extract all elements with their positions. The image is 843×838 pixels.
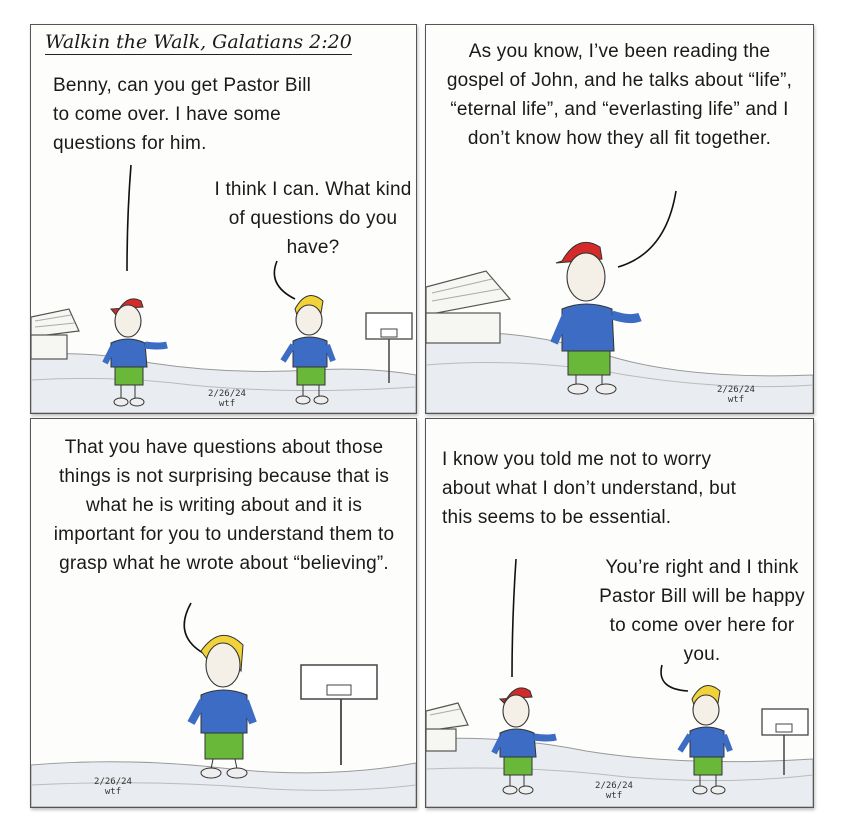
speech-benny-1: Benny, can you get Pastor Bill to come over. I have some questions for him. (53, 75, 312, 154)
signature-initials: wtf (605, 791, 623, 801)
speech-friend-4: You’re right and I think Pastor Bill will be happy to come over here for you. (599, 557, 805, 665)
comic-panel-3 (30, 418, 417, 808)
speech-friend-1: I think I can. What kind of questions do you have? (214, 179, 412, 258)
signature (716, 385, 756, 405)
signature-initials: wtf (104, 787, 122, 797)
signature-initials: wtf (218, 399, 236, 409)
signature-initials: wtf (727, 395, 745, 405)
signature-date: 2/26/24 (94, 777, 132, 787)
basketball-hoop-icon (301, 665, 377, 765)
friend-character (191, 635, 253, 778)
signature (594, 781, 634, 801)
signature-date: 2/26/24 (208, 389, 246, 399)
shed-icon (426, 271, 510, 343)
speech-tail (512, 559, 516, 677)
speech-tail (184, 603, 203, 653)
signature (93, 777, 133, 797)
comic-title: Walkin the Walk, Galatians 2:20 (45, 31, 352, 53)
comic-panel-2 (425, 24, 814, 414)
comic-panel-4 (425, 418, 814, 808)
speech-benny-4: I know you told me not to worry about what I don’t understand, but this seems to be essential. (442, 449, 737, 528)
signature-date: 2/26/24 (595, 781, 633, 791)
speech-tail (618, 191, 676, 267)
signature (207, 389, 247, 409)
speech-tail (127, 165, 131, 271)
comic-panel-1 (30, 24, 417, 414)
speech-tail (274, 261, 295, 299)
signature-date: 2/26/24 (717, 385, 755, 395)
speech-benny-2: As you know, I’ve been reading the gospel of John, and he talks about “life”, “eternal life”, and “everlasting life” and I don’t know how they all fit together. (446, 41, 793, 149)
speech-friend-3: That you have questions about those things is not surprising because that is what he is writing about and it is important for you to understand them to grasp what he wrote about “believing”. (53, 437, 395, 574)
shed-icon (31, 309, 79, 359)
